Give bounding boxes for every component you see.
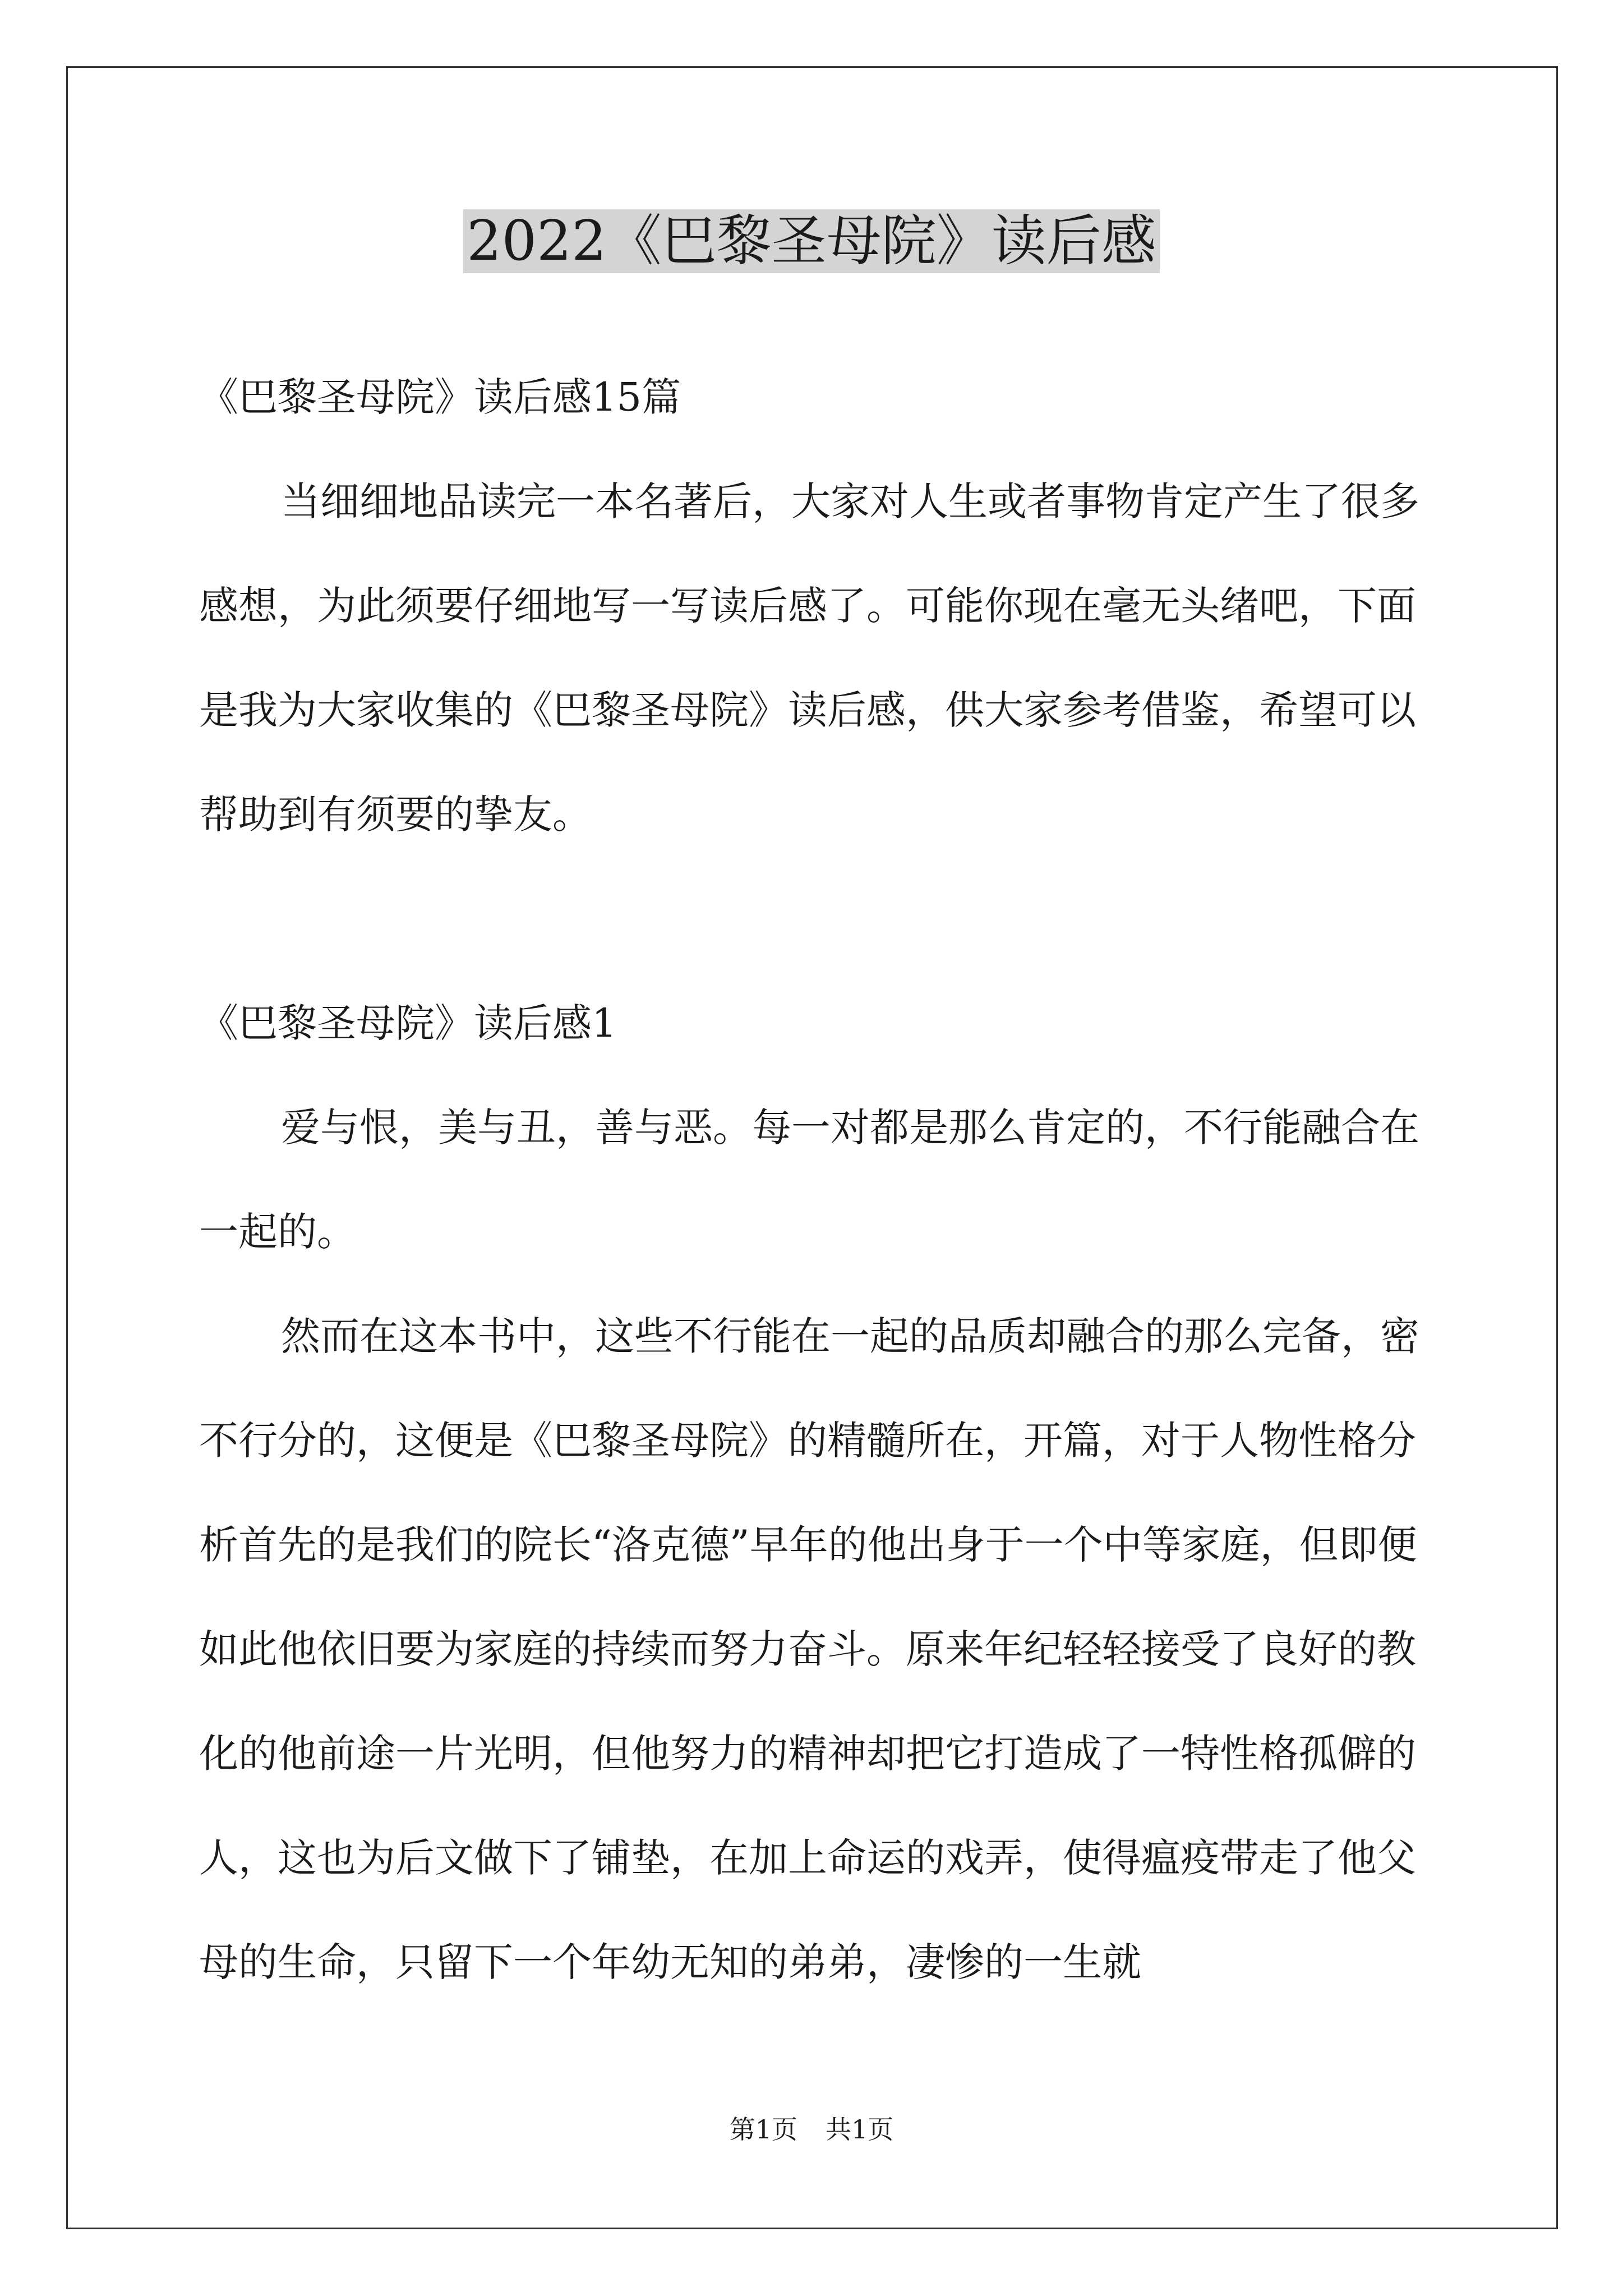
intro-paragraph: 当细细地品读完一本名著后，大家对人生或者事物肯定产生了很多感想，为此须要仔细地写一写读后感了。可能你现在毫无头绪吧，下面是我为大家收集的《巴黎圣母院》读后感，供大家参考借鉴，希望可以帮助到有须要的挚友。 [199,478,1419,838]
document-title-text: 2022《巴黎圣母院》读后感 [463,209,1159,273]
document-subtitle: 《巴黎圣母院》读后感15篇 [199,374,681,420]
page-footer [0,2113,1623,2146]
page-number: 第1页 [729,2114,797,2145]
page-total: 共1页 [826,2114,894,2145]
body-paragraph-1: 爱与恨，美与丑，善与恶。每一对都是那么肯定的，不行能融合在一起的。 [199,1105,1419,1255]
paragraph-gap [199,867,1430,971]
document-body [199,345,1430,2014]
document-title [0,199,1623,283]
section-heading: 《巴黎圣母院》读后感1 [199,1000,617,1046]
body-paragraph-2: 然而在这本书中，这些不行能在一起的品质却融合的那么完备，密不行分的，这便是《巴黎圣母院》的精髓所在，开篇，对于人物性格分析首先的是我们的院长“洛克德”早年的他出身于一个中等家庭，但即便如此他依旧要为家庭的持续而努力奋斗。原来年纪轻轻接受了良好的教化的他前途一片光明，但他努力的精神却把它打造成了一特性格孤僻的人，这也为后文做下了铺垫，在加上命运的戏弄，使得瘟疫带走了他父母的生命，只留下一个年幼无知的弟弟，凄惨的一生就 [199,1313,1419,1985]
